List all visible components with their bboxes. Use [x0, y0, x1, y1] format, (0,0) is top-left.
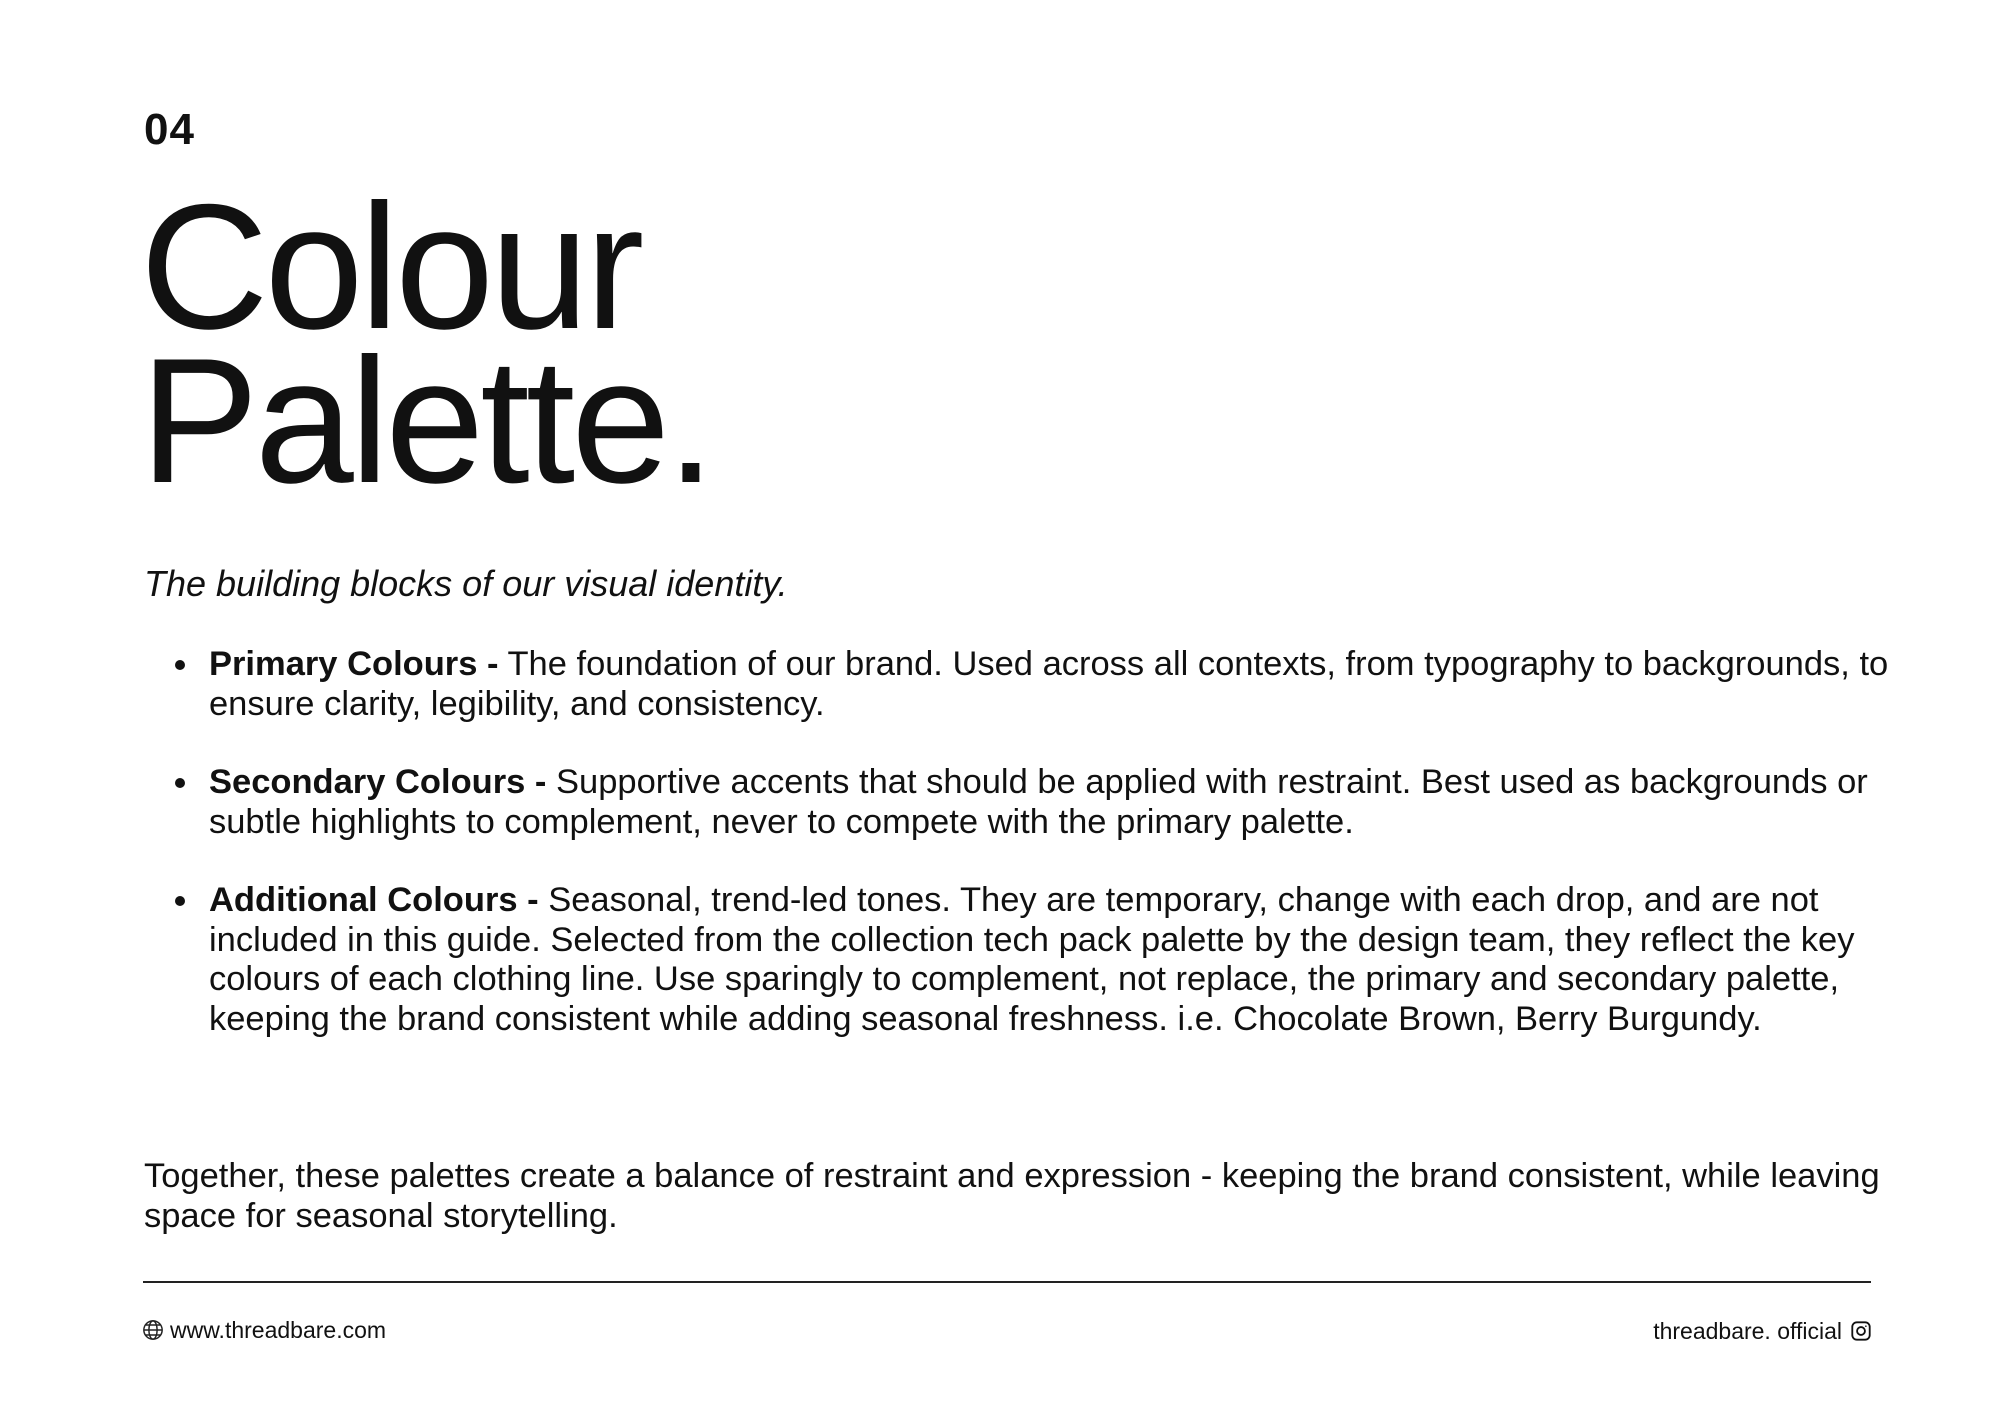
- bullet-text: Supportive accents that should be applied with restraint. Best used as backgrounds or subtle highlights to complement, never to compete with the primary palette.: [209, 763, 1868, 841]
- page-title-line-2: Palette.: [140, 321, 712, 520]
- bullet-term: Secondary Colours -: [209, 763, 547, 801]
- bullet-text: Seasonal, trend-led tones. They are temporary, change with each drop, and are not included in this guide. Selected from the collection tech pack palette by the design team, they reflect the key colours of each clothing line. Use sparingly to complement, not replace, the primary and secondary palette, keeping the brand consistent while adding seasonal freshness. i.e. Chocolate Brown, Berry Burgundy.: [209, 881, 1855, 1038]
- closing-paragraph: Together, these palettes create a balance of restraint and expression - keeping the brand consistent, while leaving space for seasonal storytelling.: [144, 1157, 1880, 1235]
- colour-category-list: [144, 645, 1919, 1078]
- website-link[interactable]: www.threadbare.com: [170, 1317, 387, 1343]
- list-item-primary-colours: [209, 645, 1919, 724]
- page-title: [140, 167, 712, 520]
- section-number: 04: [144, 105, 195, 154]
- list-item-secondary-colours: [209, 763, 1919, 842]
- bullet-text: The foundation of our brand. Used across all contexts, from typography to backgrounds, to ensure clarity, legibility, and consistency.: [209, 645, 1889, 723]
- instagram-icon[interactable]: [1850, 1320, 1872, 1342]
- social-handle[interactable]: threadbare. official: [1653, 1318, 1842, 1344]
- footer-divider: [143, 1281, 1871, 1283]
- page-title-line-1: Colour: [140, 167, 641, 366]
- list-item-additional-colours: [209, 881, 1919, 1039]
- footer-website[interactable]: [142, 1316, 386, 1344]
- page-subtitle: The building blocks of our visual identity.: [144, 563, 788, 604]
- globe-icon: [142, 1319, 164, 1341]
- bullet-term: Primary Colours -: [209, 645, 499, 683]
- bullet-term: Additional Colours -: [209, 881, 539, 919]
- footer-social[interactable]: [1653, 1317, 1872, 1345]
